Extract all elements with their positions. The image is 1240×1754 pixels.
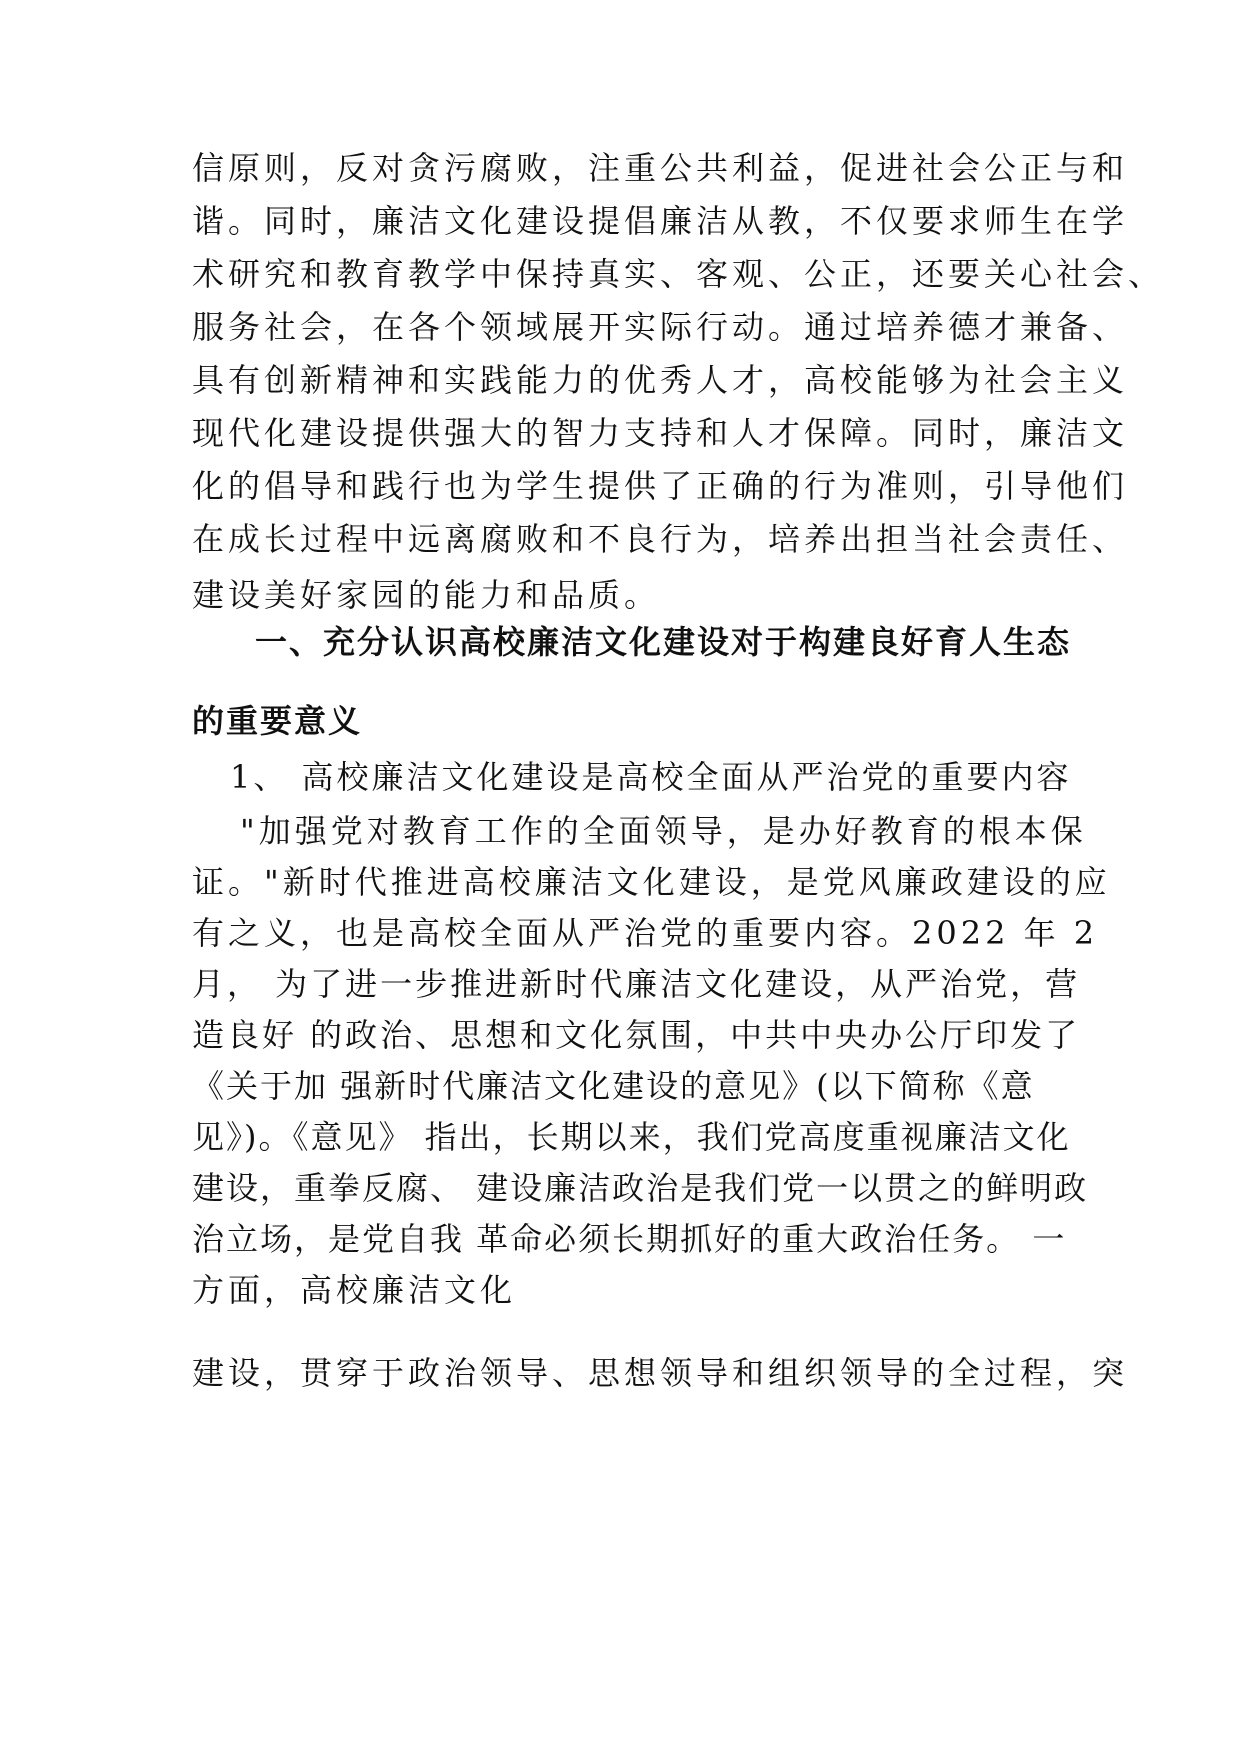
subsection-heading: 1、 高校廉洁文化建设是高校全面从严治党的重要内容 bbox=[230, 758, 1072, 796]
text-line: 建设，贯穿于政治领导、思想领导和组织领导的全过程，突 bbox=[192, 1354, 1129, 1392]
text-line: 建设，重拳反腐、 建设廉洁政治是我们党一以贯之的鲜明政 bbox=[192, 1169, 1089, 1207]
text-line: 具有创新精神和实践能力的优秀人才，高校能够为社会主义 bbox=[192, 361, 1129, 399]
text-line: 证。"新时代推进高校廉洁文化建设，是党风廉政建设的应 bbox=[192, 863, 1111, 901]
text-line: 见》)。《意见》 指出，长期以来，我们党高度重视廉洁文化 bbox=[192, 1118, 1071, 1156]
text-line: 方面，高校廉洁文化 bbox=[192, 1271, 517, 1309]
text-line: 治立场，是党自我 革命必须长期抓好的重大政治任务。 一 bbox=[192, 1220, 1067, 1258]
text-line: 在成长过程中远离腐败和不良行为，培养出担当社会责任、 bbox=[192, 520, 1129, 558]
text-line: 信原则，反对贪污腐败，注重公共利益，促进社会公正与和 bbox=[192, 149, 1129, 187]
text-line: 有之义，也是高校全面从严治党的重要内容。2022 年 2 bbox=[192, 914, 1099, 952]
text-line: 现代化建设提供强大的智力支持和人才保障。同时，廉洁文 bbox=[192, 414, 1129, 452]
text-line: 术研究和教育教学中保持真实、客观、公正，还要关心社会、 bbox=[192, 255, 1165, 293]
section-heading-line: 的重要意义 bbox=[192, 702, 363, 740]
text-line: 月， 为了进一步推进新时代廉洁文化建设，从严治党，营 bbox=[192, 965, 1081, 1003]
text-line: 化的倡导和践行也为学生提供了正确的行为准则，引导他们 bbox=[192, 467, 1129, 505]
text-line: 谐。同时，廉洁文化建设提倡廉洁从教，不仅要求师生在学 bbox=[192, 202, 1129, 240]
section-heading-line: 一、充分认识高校廉洁文化建设对于构建良好育人生态 bbox=[255, 623, 1072, 661]
text-line: 服务社会，在各个领域展开实际行动。通过培养德才兼备、 bbox=[192, 308, 1129, 346]
text-line: 建设美好家园的能力和品质。 bbox=[192, 576, 661, 614]
text-line: 造良好 的政治、思想和文化氛围，中共中央办公厅印发了 bbox=[192, 1016, 1081, 1054]
text-line: "加强党对教育工作的全面领导，是办好教育的根本保 bbox=[240, 812, 1087, 850]
text-line: 《关于加 强新时代廉洁文化建设的意见》(以下简称《意 bbox=[192, 1067, 1035, 1105]
